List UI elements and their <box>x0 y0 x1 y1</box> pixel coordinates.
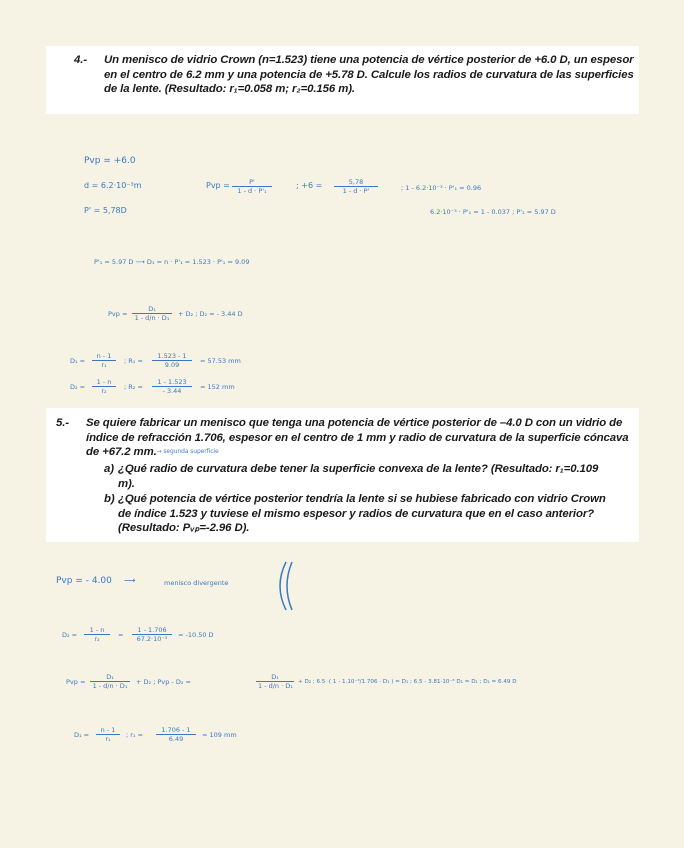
note5-eq2-rhs: + D₂ ; 6.5 ·( 1 - 1.10⁻³/1.706 · D₁ ) = D₁ ; 6.5 - 3.81·10⁻³ D₁ = D₁ ; D₁ = 6.49 D <box>298 679 517 685</box>
note4-eq7-den: r₁ <box>101 361 107 369</box>
note5-eq1-lhs: D₂ = <box>62 631 78 639</box>
note5-eq2-num: D₁ <box>90 673 130 682</box>
note5-eq2-den: 1 - d/n · D₁ <box>92 682 128 690</box>
note4-eq1-num: P' <box>232 178 272 187</box>
note5-eq1-frac2 <box>132 626 172 643</box>
note4-eq8-rhs: = 152 mm <box>200 383 235 391</box>
note5-eq1-eq: = <box>118 631 124 639</box>
note4-eq2-lhs: ; +6 = <box>296 181 323 190</box>
note4-eq5: P'₁ = 5.97 D ⟶ D₁ = n · P'₁ = 1.523 · P'₁ = 9.09 <box>94 258 250 266</box>
note5-pvp: Pvp = - 4.00 <box>56 576 112 586</box>
note4-eq8-num: 1 - n <box>92 378 116 387</box>
note4-eq7-rhs: = 57.53 mm <box>200 357 241 365</box>
note4-eq7-mid: ; R₁ = <box>124 357 143 365</box>
problem-4-text: Un menisco de vidrio Crown (n=1.523) tiene una potencia de vértice posterior de +6.0 D, un espesor en el centro de 6.2 mm y una potencia de +5.78 D. Calcule los radios de curvatura de las superficies de la lente. (Resultado: r₁=0.058 m; r₂=0.156 m). <box>104 54 634 96</box>
note5-arrow: ⟶ <box>124 576 136 585</box>
note4-eq2-den: 1 - d · P' <box>342 187 370 195</box>
note4-eq7-num2: 1.523 - 1 <box>152 352 192 361</box>
note5-eq3-num: n - 1 <box>96 726 120 735</box>
note5-eq2-lhs: Pvp = <box>66 678 86 686</box>
note4-p: P' = 5,78D <box>84 206 127 215</box>
note5-eq1-frac1 <box>84 626 110 643</box>
problem-5-number: 5.- <box>56 417 69 429</box>
problem-4-number: 4.- <box>74 54 87 66</box>
problem-4-box <box>46 46 639 114</box>
note5-eq1-den: r₂ <box>94 635 100 643</box>
note4-eq8-lhs: D₂ = <box>70 383 86 391</box>
problem-5-box <box>46 408 639 542</box>
problem-5b-label: b) <box>104 493 115 505</box>
note4-pvp: Pvp = +6.0 <box>84 156 136 166</box>
note5-eq1-den2: 67.2·10⁻³ <box>136 635 168 643</box>
problem-5-text <box>86 416 634 460</box>
note4-eq7-frac1 <box>92 352 116 369</box>
note4-eq8-den2: - 3.44 <box>162 387 182 395</box>
problem-5-statement: Se quiere fabricar un menisco que tenga una potencia de vértice posterior de –4.0 D con un vidrio de índice de refracción 1.706, espesor en el centro de 1 mm y radio de curvatura de la superficie cóncava de +67.2 mm. <box>86 417 629 459</box>
note4-d: d = 6.2·10⁻³m <box>84 181 142 190</box>
note4-eq8-num2: 1 - 1.523 <box>152 378 192 387</box>
note4-eq6-frac <box>132 305 172 322</box>
note5-eq3-rhs: = 109 mm <box>202 731 237 739</box>
meniscus-lens-sketch <box>270 560 296 612</box>
note5-diverging-note: menisco divergente <box>164 579 229 587</box>
note4-eq8-den: r₂ <box>101 387 107 395</box>
note4-eq1-den: 1 - d · P'₁ <box>237 187 267 195</box>
note5-eq2-frac1 <box>90 673 130 690</box>
note5-eq3-frac1 <box>96 726 120 743</box>
note4-eq8-mid: ; R₂ = <box>124 383 143 391</box>
note5-eq2-mid: + D₂ ; Pvp - D₂ = <box>136 678 191 686</box>
note4-eq6-lhs: Pvp = <box>108 310 128 318</box>
problem-5a-label: a) <box>104 463 114 475</box>
problem-5a-text: ¿Qué radio de curvatura debe tener la superficie convexa de la lente? (Resultado: r₁=0.109 m). <box>118 463 599 490</box>
note4-eq2-num: 5,78 <box>334 178 378 187</box>
note5-eq3-lhs: D₁ = <box>74 731 90 739</box>
note5-eq2-frac2 <box>256 673 294 690</box>
note4-eq7-den2: 9.09 <box>164 361 180 369</box>
note5-eq3-den2: 6.49 <box>168 735 184 743</box>
note4-eq7-frac2 <box>152 352 192 369</box>
note5-eq3-frac2 <box>156 726 196 743</box>
note4-eq2-frac <box>334 178 378 195</box>
note4-eq7-num: n - 1 <box>92 352 116 361</box>
note4-eq4: 6.2·10⁻³ · P'₁ = 1 - 0.037 ; P'₁ = 5.97 D <box>430 208 556 216</box>
note5-eq1-num2: 1 - 1.706 <box>132 626 172 635</box>
note4-eq1-lhs: Pvp = <box>206 181 230 190</box>
note5-eq3-mid: ; r₁ = <box>126 731 144 739</box>
problem-5-handwritten-note: → segunda superficie <box>156 448 219 456</box>
note4-eq8-frac1 <box>92 378 116 395</box>
note5-eq3-num2: 1.706 - 1 <box>156 726 196 735</box>
note4-eq8-frac2 <box>152 378 192 395</box>
problem-5b-text: ¿Qué potencia de vértice posterior tendría la lente si se hubiese fabricado con vidrio Crown de índice 1.523 y tuviese el mismo espesor y radios de curvatura que en el caso anterior? (Resultado: Pᵥₚ=-2.96 D). <box>118 493 606 535</box>
note4-eq6-den: 1 - d/n · D₁ <box>134 314 170 322</box>
note5-eq2-num2: D₁ <box>256 673 294 682</box>
note5-eq3-den: r₁ <box>105 735 111 743</box>
note4-eq6-rhs: + D₂ ; D₂ = - 3.44 D <box>178 310 243 318</box>
note5-eq1-rhs: = -10.50 D <box>178 631 214 639</box>
note5-eq1-num: 1 - n <box>84 626 110 635</box>
note5-eq2-den2: 1 - d/n · D₁ <box>258 682 293 690</box>
note4-eq6-num: D₁ <box>132 305 172 314</box>
note4-eq1-frac <box>232 178 272 195</box>
note4-eq3: ; 1 - 6.2·10⁻³ · P'₁ = 0.96 <box>401 184 482 192</box>
note4-eq7-lhs: D₁ = <box>70 357 86 365</box>
